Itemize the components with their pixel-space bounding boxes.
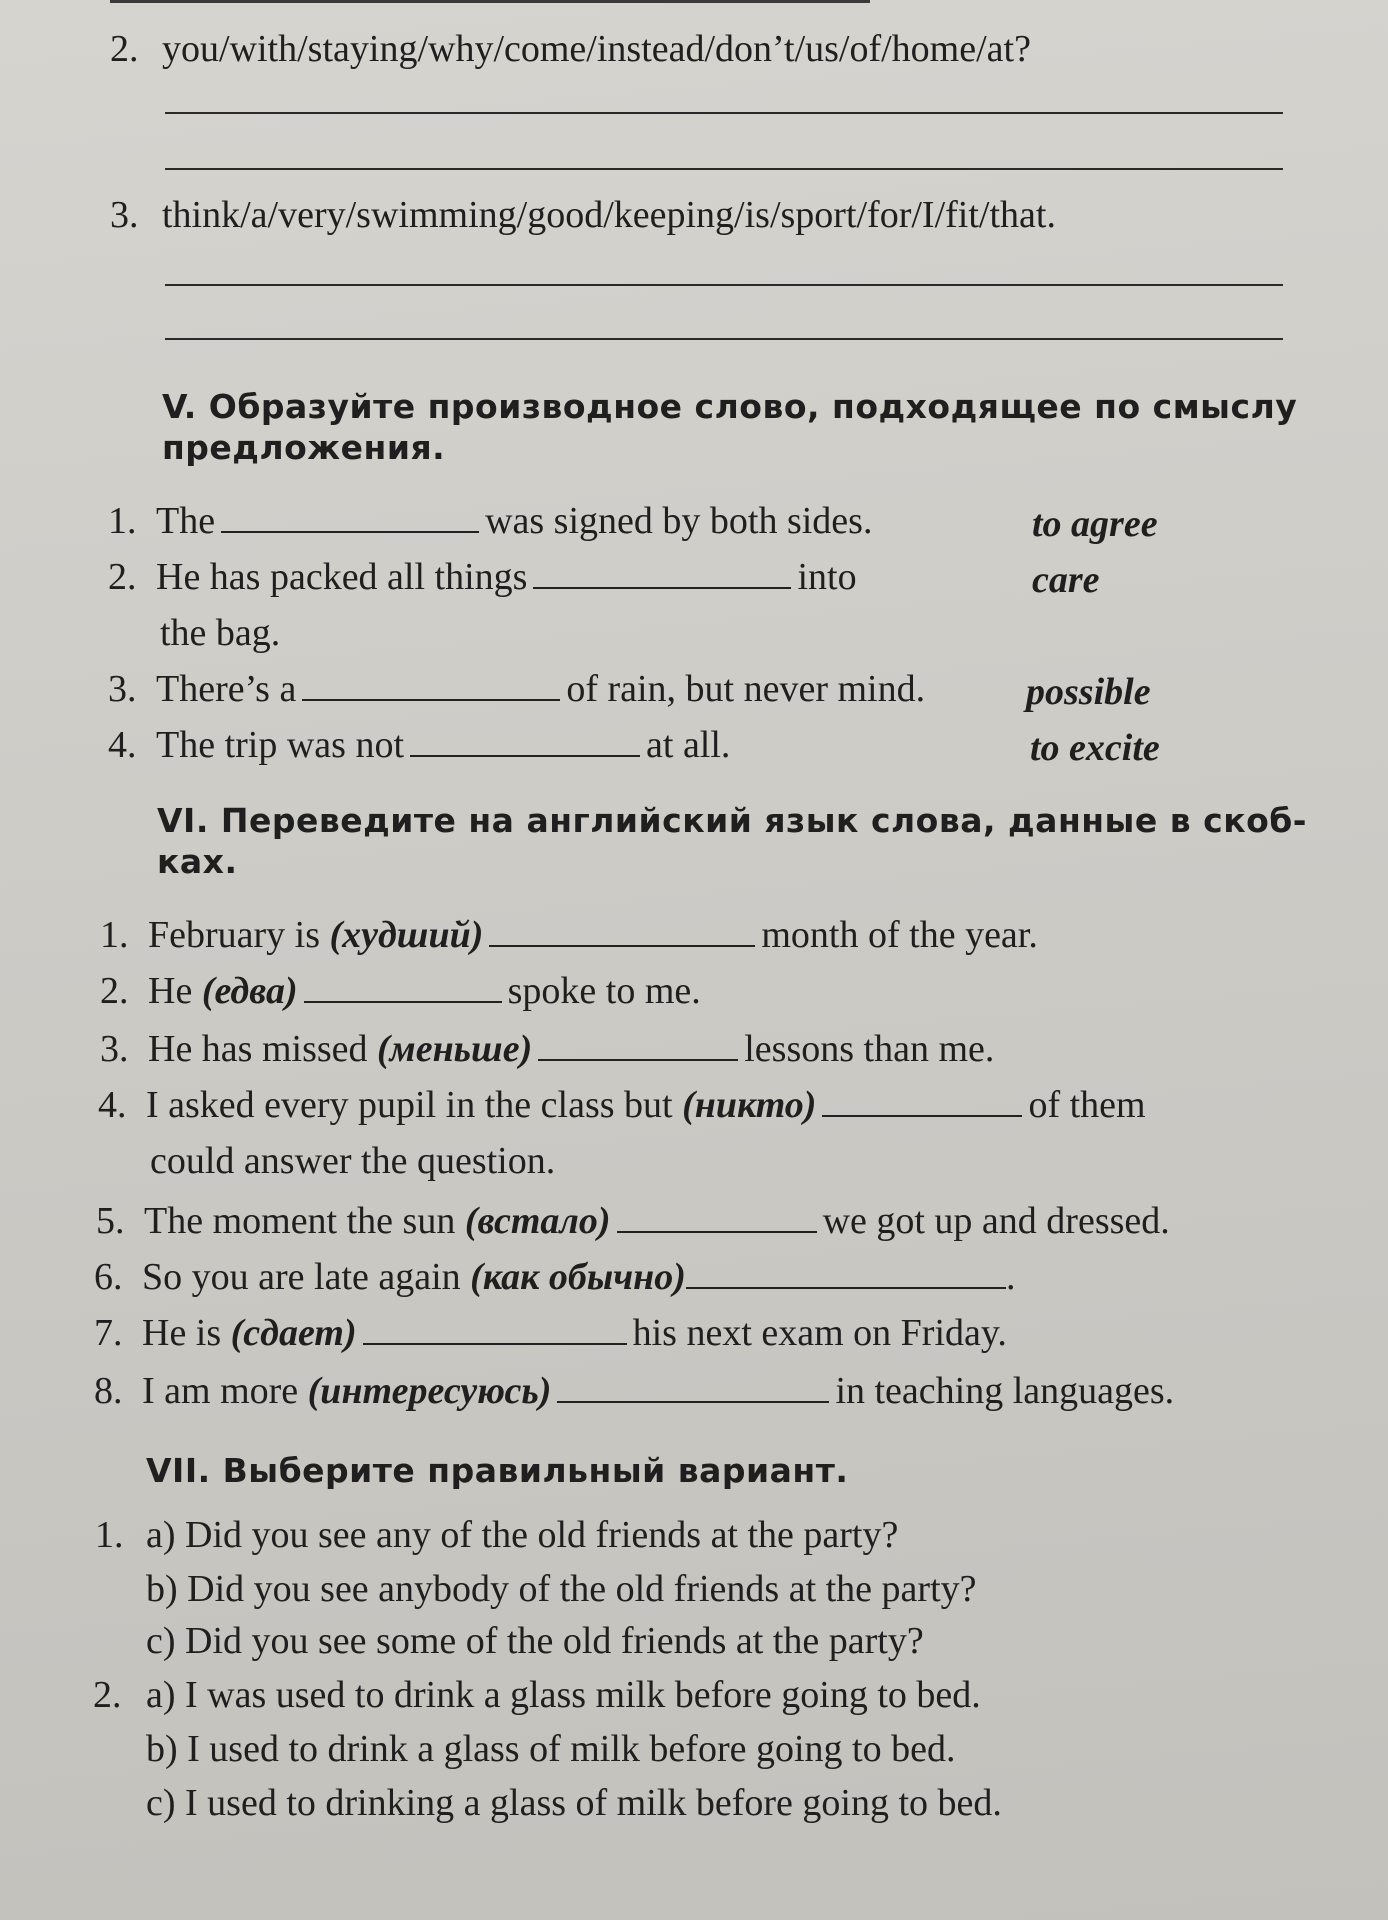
blank-field[interactable] <box>533 587 791 589</box>
blank-field[interactable] <box>538 1059 738 1061</box>
word-hint: care <box>1032 559 1100 601</box>
item-continuation: the bag. <box>160 612 281 654</box>
word-hint: possible <box>1026 671 1151 713</box>
item-continuation: could answer the question. <box>150 1140 556 1182</box>
blank-field[interactable] <box>302 699 560 701</box>
question-number: 2. <box>93 1674 122 1716</box>
exercise-item: 2. He (едва) spoke to me. <box>100 970 701 1012</box>
exercise-item: 8. I am more (интересуюсь) in teaching languages. <box>94 1370 1175 1412</box>
question-number: 1. <box>95 1514 124 1556</box>
exercise-item: 3. He has missed (меньше) lessons than me. <box>100 1028 995 1070</box>
exercise-item <box>110 196 1056 234</box>
option-b[interactable]: b) I used to drink a glass of milk before going to bed. <box>146 1728 956 1770</box>
section-heading: VI. Переведите на английский язык слова, данные в скоб- ках. <box>157 801 1307 882</box>
exercise-item: 6. So you are late again (как обычно) . <box>94 1256 1016 1298</box>
option-b[interactable]: b) Did you see anybody of the old friends at the party? <box>146 1568 977 1610</box>
answer-line[interactable] <box>165 338 1283 340</box>
item-number: 3. <box>110 194 139 236</box>
blank-field[interactable] <box>557 1401 829 1403</box>
exercise-item <box>110 30 1031 68</box>
exercise-item: 4. The trip was not at all. <box>108 724 731 766</box>
exercise-item: 2. He has packed all things into <box>108 556 857 598</box>
option-a[interactable]: a) Did you see any of the old friends at the party? <box>146 1514 899 1556</box>
answer-line[interactable] <box>165 168 1283 170</box>
answer-line[interactable] <box>165 112 1283 114</box>
scrambled-sentence: think/a/very/swimming/good/keeping/is/sport/for/I/fit/that. <box>162 194 1056 236</box>
section-heading: V. Образуйте производное слово, подходящее по смыслу предложения. <box>162 387 1298 468</box>
exercise-item: 4. I asked every pupil in the class but (никто) of them <box>98 1084 1146 1126</box>
blank-field[interactable] <box>822 1115 1022 1117</box>
blank-field[interactable] <box>686 1287 1006 1289</box>
exercise-item: 1. February is (худший) month of the year. <box>100 914 1038 956</box>
answer-line[interactable] <box>165 284 1283 286</box>
exercise-item: 7. He is (сдает) his next exam on Friday. <box>94 1312 1007 1354</box>
blank-field[interactable] <box>304 1001 502 1003</box>
blank-field[interactable] <box>410 755 640 757</box>
blank-field[interactable] <box>221 531 479 533</box>
option-c[interactable]: c) I used to drinking a glass of milk before going to bed. <box>146 1782 1002 1824</box>
exercise-item: 1. The was signed by both sides. <box>108 500 873 542</box>
option-a[interactable]: a) I was used to drink a glass milk before going to bed. <box>146 1674 981 1716</box>
exercise-item: 5. The moment the sun (встало) we got up and dressed. <box>96 1200 1170 1242</box>
word-hint: to excite <box>1030 727 1160 769</box>
word-hint: to agree <box>1032 503 1158 545</box>
blank-field[interactable] <box>617 1231 817 1233</box>
top-rule <box>110 0 870 3</box>
item-number: 2. <box>110 28 139 70</box>
exercise-item: 3. There’s a of rain, but never mind. <box>108 668 926 710</box>
blank-field[interactable] <box>489 945 755 947</box>
scrambled-sentence: you/with/staying/why/come/instead/don’t/us/of/home/at? <box>162 28 1031 70</box>
blank-field[interactable] <box>363 1343 627 1345</box>
section-heading: VII. Выберите правильный вариант. <box>146 1451 849 1490</box>
option-c[interactable]: c) Did you see some of the old friends at the party? <box>146 1620 924 1662</box>
